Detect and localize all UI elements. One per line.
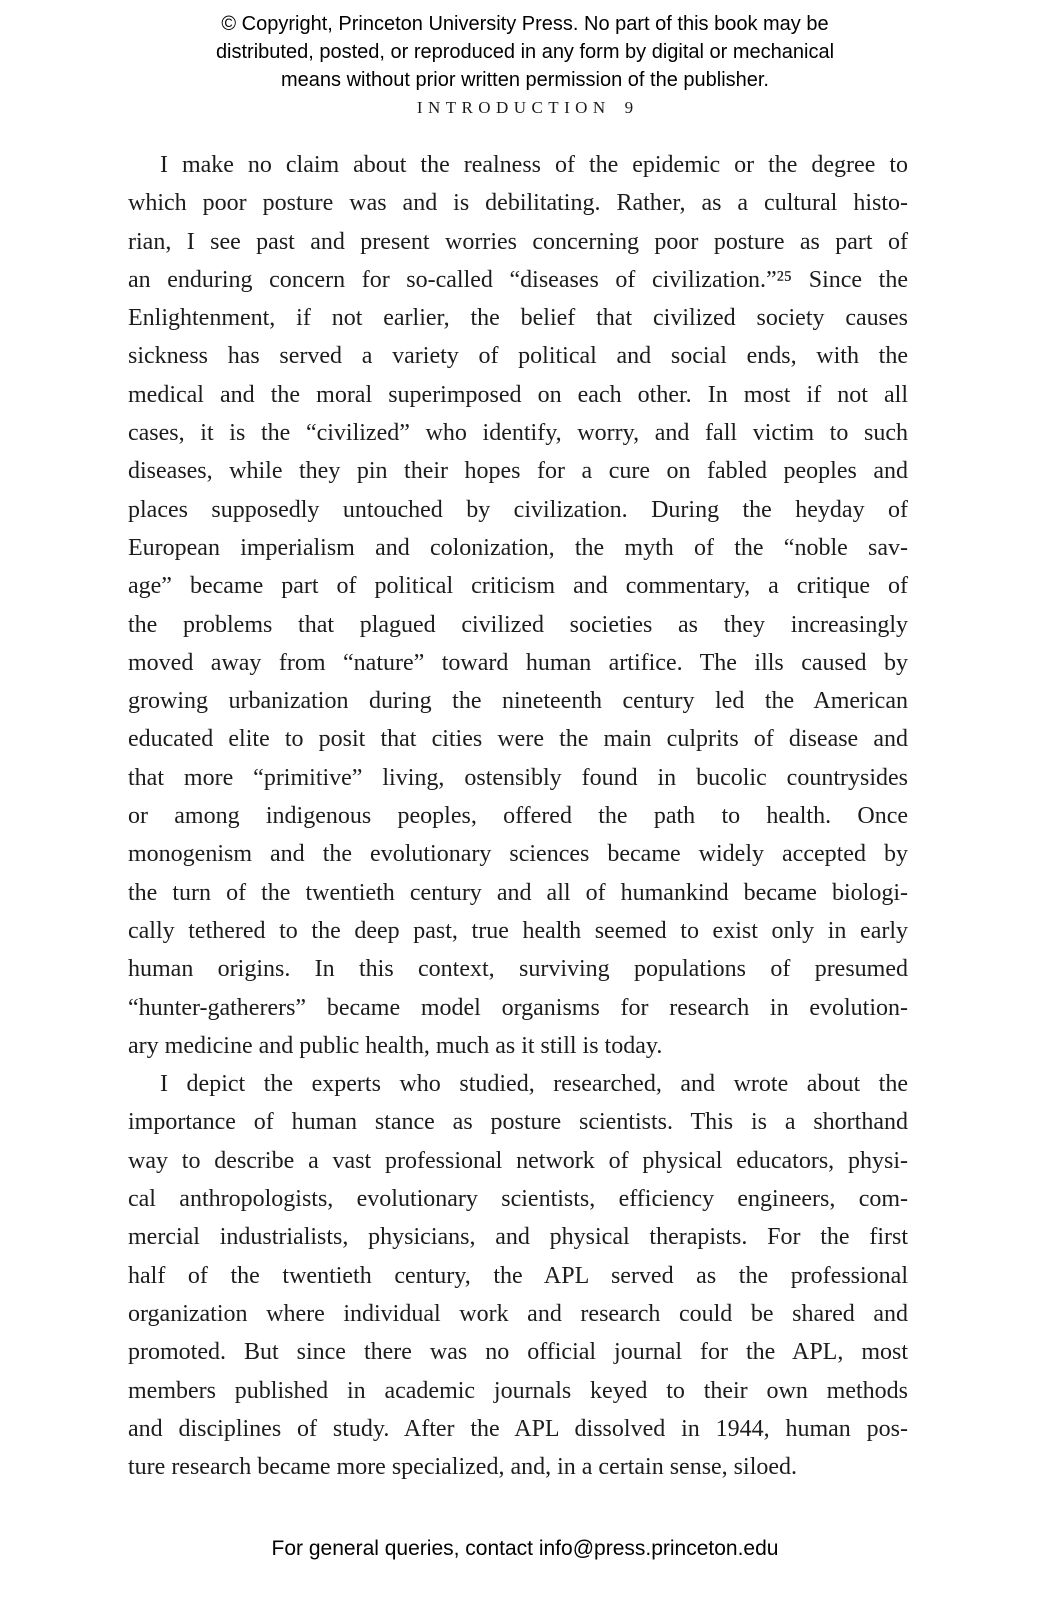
running-head [0, 98, 1050, 118]
text-line: sickness has served a variety of political and social ends, with the [128, 343, 908, 370]
text-line: monogenism and the evolutionary sciences became widely accepted by [128, 841, 908, 868]
text-line: educated elite to posit that cities were the main culprits of disease and [128, 726, 908, 753]
chapter-title: INTRODUCTION [416, 98, 611, 117]
text-line: ary medicine and public health, much as it still is today. [128, 1032, 663, 1059]
text-line: moved away from “nature” toward human artifice. The ills caused by [128, 649, 908, 676]
paragraph-1 [128, 146, 908, 1065]
text-line: age” became part of political criticism and commentary, a critique of [128, 573, 908, 600]
text-line: the problems that plagued civilized societies as they increasingly [128, 611, 908, 638]
body-text [128, 146, 908, 1486]
text-line: diseases, while they pin their hopes for a cure on fabled peoples and [128, 458, 908, 485]
text-line: cal anthropologists, evolutionary scientists, efficiency engineers, com- [128, 1186, 908, 1213]
page-number: 9 [624, 98, 634, 117]
text-line: cally tethered to the deep past, true health seemed to exist only in early [128, 917, 908, 944]
text-line: way to describe a vast professional network of physical educators, physi- [128, 1147, 908, 1174]
text-line: means without prior written permission of the publisher. [280, 69, 769, 91]
text-line: that more “primitive” living, ostensibly found in bucolic countrysides [128, 764, 908, 791]
text-line: and disciplines of study. After the APL dissolved in 1944, human pos- [128, 1415, 908, 1442]
text-line: or among indigenous peoples, offered the path to health. Once [128, 803, 908, 830]
paragraph-2 [128, 1065, 908, 1486]
text-line: human origins. In this context, surviving populations of presumed [128, 956, 908, 983]
text-line: cases, it is the “civilized” who identify, worry, and fall victim to such [128, 420, 908, 447]
text-line: rian, I see past and present worries concerning poor posture as part of [128, 228, 908, 255]
text-line: organization where individual work and research could be shared and [128, 1300, 908, 1327]
text-line: medical and the moral superimposed on each other. In most if not all [128, 381, 908, 408]
text-line: promoted. But since there was no official journal for the APL, most [128, 1339, 908, 1366]
text-line: Enlightenment, if not earlier, the belief that civilized society causes [128, 305, 908, 332]
text-line: which poor posture was and is debilitating. Rather, as a cultural histo- [128, 190, 908, 217]
text-line: European imperialism and colonization, the myth of the “noble sav- [128, 534, 908, 561]
text-line: I depict the experts who studied, researched, and wrote about the [160, 1071, 908, 1098]
text-line: “hunter-gatherers” became model organisms for research in evolution- [128, 994, 908, 1021]
text-line: © Copyright, Princeton University Press. No part of this book may be [221, 13, 829, 35]
text-line: importance of human stance as posture scientists. This is a shorthand [128, 1109, 908, 1136]
copyright-notice [0, 10, 1050, 94]
text-line: an enduring concern for so-called “diseases of civilization.”²⁵ Since the [128, 266, 908, 293]
text-line: half of the twentieth century, the APL served as the professional [128, 1262, 908, 1289]
text-line: distributed, posted, or reproduced in any form by digital or mechanical [215, 41, 835, 63]
text-line: members published in academic journals keyed to their own methods [128, 1377, 908, 1404]
text-line: ture research became more specialized, and, in a certain sense, siloed. [128, 1454, 798, 1481]
text-line: the turn of the twentieth century and all of humankind became biologi- [128, 879, 908, 906]
footer-contact: For general queries, contact info@press.princeton.edu [271, 1537, 779, 1560]
text-line: growing urbanization during the nineteenth century led the American [128, 688, 908, 715]
text-line: mercial industrialists, physicians, and physical therapists. For the first [128, 1224, 908, 1251]
text-line: places supposedly untouched by civilization. During the heyday of [128, 496, 908, 523]
text-line: I make no claim about the realness of the epidemic or the degree to [160, 152, 908, 178]
